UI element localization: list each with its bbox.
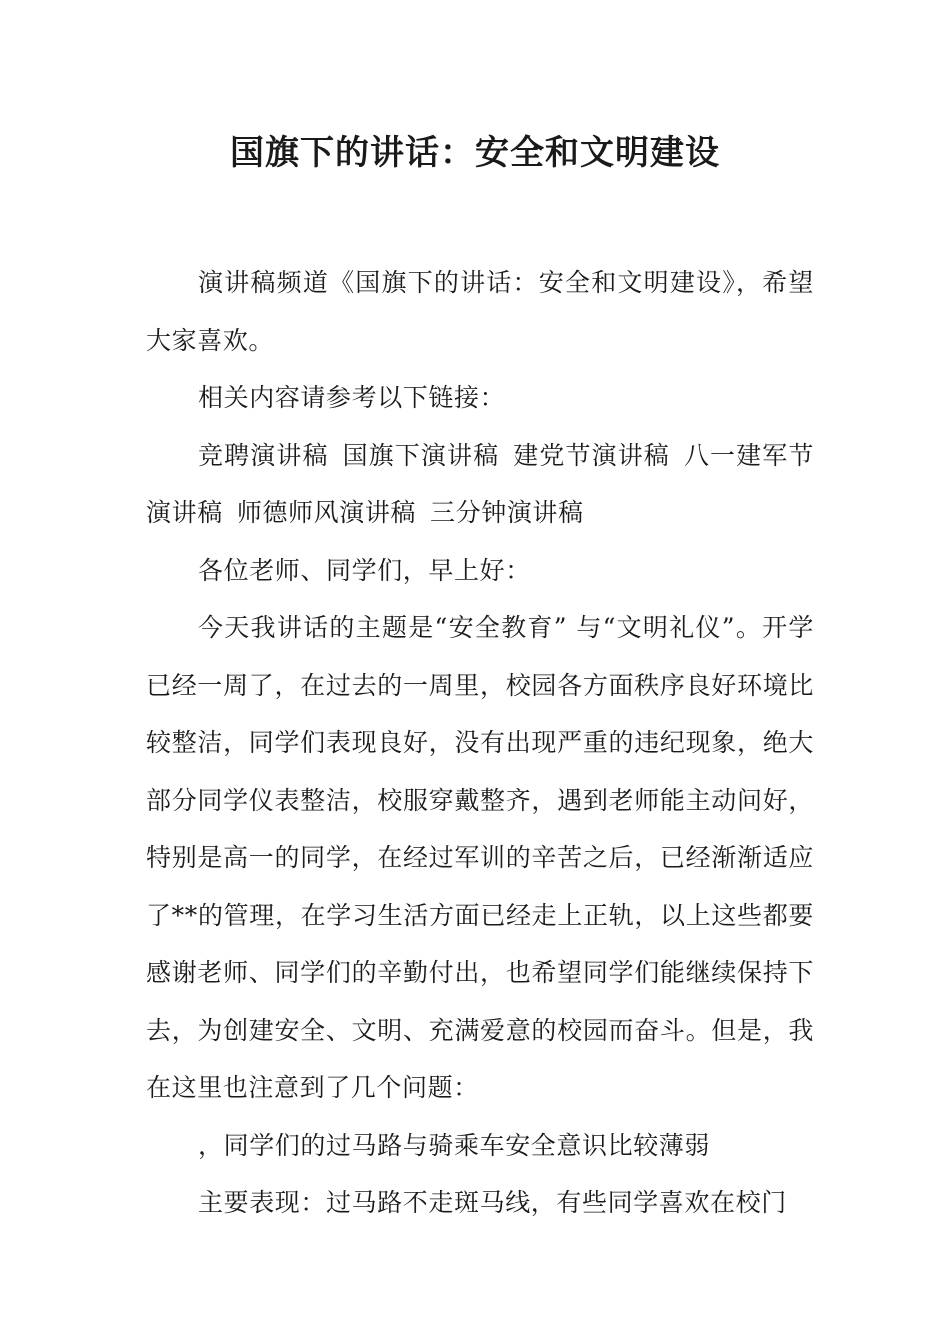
related-link[interactable]: 国旗下演讲稿 (342, 440, 500, 470)
issue-detail-paragraph: 主要表现：过马路不走斑马线，有些同学喜欢在校门 (198, 1188, 787, 1217)
document-title: 国旗下的讲话：安全和文明建设 (230, 133, 720, 173)
main-paragraph: 今天我讲话的主题是“安全教育” 与“文明礼仪”。开学已经一周了，在过去的一周里，校园各方面秩序良好环境比较整洁，同学们表现良好，没有出现严重的违纪现象，绝大部分同学仪表整洁，校服穿戴整齐，遇到老师能主动问好，特别是高一的同学，在经过军训的辛苦之后，已经渐渐适应了**的管理，在学习生活方面已经走上正轨，以上这些都要感谢老师、同学们的辛勤付出，也希望同学们能继续保持下去，为创建安全、文明、充满爱意的校园而奋斗。但是，我在这里也注意到了几个问题： (146, 613, 814, 1102)
issue-heading-paragraph: ，同学们的过马路与骑乘车安全意识比较薄弱 (198, 1130, 711, 1160)
document-body (146, 254, 814, 1232)
related-link[interactable]: 竞聘演讲稿 (198, 440, 329, 470)
intro-paragraph: 演讲稿频道《国旗下的讲话：安全和文明建设》，希望大家喜欢。 (146, 268, 814, 355)
related-link[interactable]: 师德师风演讲稿 (236, 498, 417, 527)
related-link[interactable]: 八一建军节演讲稿 (146, 440, 814, 527)
related-label-paragraph: 相关内容请参考以下链接： (198, 383, 506, 412)
related-link[interactable]: 三分钟演讲稿 (430, 498, 584, 527)
related-links-paragraph (146, 427, 814, 542)
greeting-paragraph: 各位老师、同学们，早上好： (198, 555, 531, 585)
related-link[interactable]: 建党节演讲稿 (513, 440, 670, 470)
